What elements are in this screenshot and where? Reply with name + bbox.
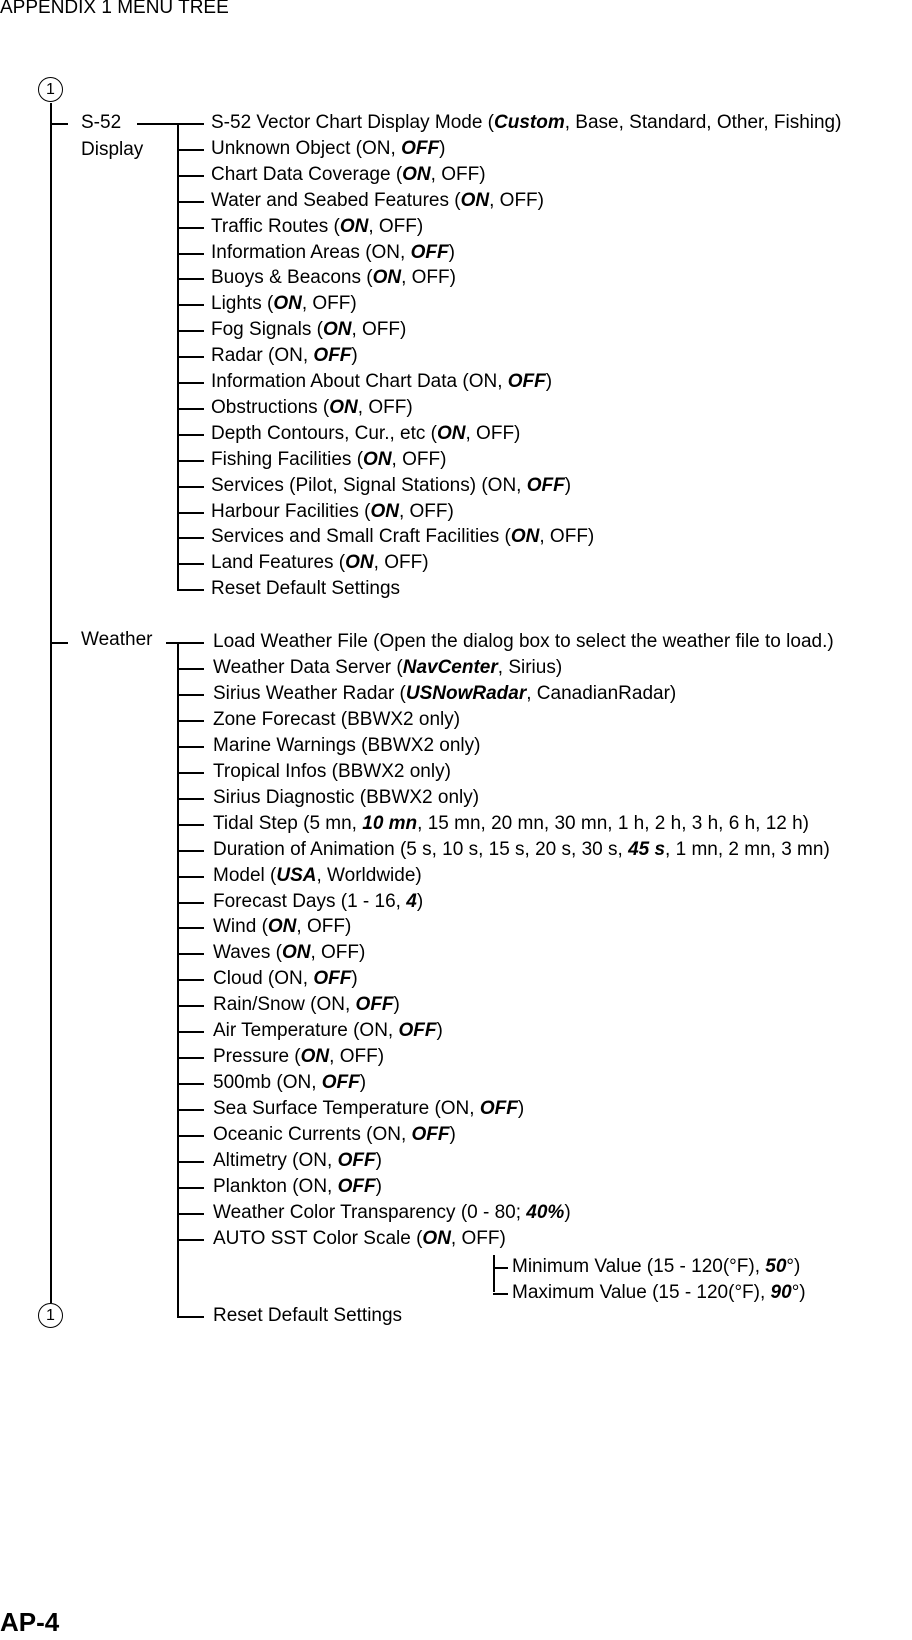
weather-menu-item: Sea Surface Temperature (ON, OFF) [213, 1098, 525, 1120]
weather-menu-item: Forecast Days (1 - 16, 4) [213, 890, 424, 912]
weather-menu-item-connector [177, 1083, 204, 1085]
weather-menu-item-connector [177, 1031, 204, 1033]
s52-menu-item-connector [177, 175, 204, 177]
weather-menu-item: Wind (ON, OFF) [213, 916, 352, 938]
weather-menu-item: Zone Forecast (BBWX2 only) [213, 708, 461, 730]
s52-menu-item: Information Areas (ON, OFF) [211, 241, 455, 263]
weather-reset-item: Reset Default Settings [213, 1305, 403, 1326]
weather-menu-item-connector [177, 979, 204, 981]
s52-menu-item: Information About Chart Data (ON, OFF) [211, 371, 553, 392]
s52-display-label [81, 109, 143, 163]
s52-menu-item: Water and Seabed Features (ON, OFF) [211, 189, 544, 211]
weather-menu-item-connector [177, 953, 204, 955]
weather-menu-item: Plankton (ON, OFF) [213, 1175, 382, 1197]
s52-menu-item: Services and Small Craft Facilities (ON, OFF) [211, 526, 595, 548]
s52-menu-item-connector [177, 589, 204, 591]
s52-menu-item-connector [177, 408, 204, 410]
continuation-marker-bottom: 1 [38, 1303, 63, 1328]
weather-menu-item-connector [177, 772, 204, 774]
s52-menu-item-connector [177, 330, 204, 332]
weather-menu-item: Weather Data Server (NavCenter, Sirius) [213, 656, 563, 678]
weather-menu-item-connector [177, 902, 204, 904]
weather-menu-item: Air Temperature (ON, OFF) [213, 1020, 443, 1042]
weather-menu-item-connector [177, 720, 204, 722]
s52-menu-item: Land Features (ON, OFF) [211, 552, 429, 574]
weather-menu-item-connector [177, 668, 204, 670]
weather-menu-item: Waves (ON, OFF) [213, 942, 366, 964]
s52-menu-item-connector [177, 434, 204, 436]
weather-menu-item: Load Weather File (Open the dialog box to select the weather file to load.) [213, 631, 834, 652]
weather-menu-item-connector [177, 642, 204, 644]
page-header: APPENDIX 1 MENU TREE [0, 0, 229, 18]
weather-reset-item-connector [177, 1316, 204, 1318]
s52-menu-item: Reset Default Settings [211, 578, 401, 600]
weather-menu-item-connector [177, 1057, 204, 1059]
s52-menu-item-connector [177, 382, 204, 384]
weather-menu-item: Duration of Animation (5 s, 10 s, 15 s, 20 s, 30 s, 45 s, 1 mn, 2 mn, 3 mn) [213, 838, 830, 860]
s52-menu-item-connector [177, 460, 204, 462]
page-number: AP-4 [0, 1607, 60, 1637]
s52-menu-item-connector [177, 304, 204, 306]
weather-menu-item-connector [177, 1187, 204, 1189]
weather-menu-item-connector [177, 1109, 204, 1111]
weather-menu-item-connector [177, 1239, 204, 1241]
s52-menu-item: Fishing Facilities (ON, OFF) [211, 448, 447, 470]
sst-sub-item: Maximum Value (15 - 120(°F), 90°) [512, 1282, 806, 1303]
s52-menu-item: Fog Signals (ON, OFF) [211, 319, 407, 341]
s52-menu-item-connector [177, 227, 204, 229]
weather-menu-item: Model (USA, Worldwide) [213, 864, 422, 886]
weather-menu-item-connector [177, 824, 204, 826]
s52-menu-item-connector [177, 201, 204, 203]
weather-menu-item: Oceanic Currents (ON, OFF) [213, 1124, 456, 1146]
s52-menu-item-connector [177, 537, 204, 539]
s52-menu-item: Depth Contours, Cur., etc (ON, OFF) [211, 422, 521, 444]
s52-menu-item: Lights (ON, OFF) [211, 293, 357, 315]
main-trunk-line [50, 103, 52, 1303]
sst-subtree-line [493, 1255, 495, 1292]
s52-menu-item-connector [177, 512, 204, 514]
s52-menu-item-connector [177, 486, 204, 488]
weather-menu-item: Sirius Diagnostic (BBWX2 only) [213, 786, 480, 808]
s52-menu-item: Services (Pilot, Signal Stations) (ON, OFF) [211, 474, 572, 496]
s52-menu-item-connector [177, 356, 204, 358]
weather-menu-item-connector [177, 1161, 204, 1163]
s52-menu-item: Chart Data Coverage (ON, OFF) [211, 163, 486, 185]
continuation-marker-top: 1 [38, 77, 63, 102]
sst-sub-item-connector [493, 1267, 508, 1269]
s52-label-line2: Display [81, 139, 144, 160]
weather-menu-item: 500mb (ON, OFF) [213, 1072, 367, 1094]
weather-branch-line [50, 642, 68, 644]
s52-menu-item-connector [177, 149, 204, 151]
weather-menu-item: Marine Warnings (BBWX2 only) [213, 734, 481, 756]
weather-menu-item: Altimetry (ON, OFF) [213, 1150, 382, 1171]
s52-menu-item: Traffic Routes (ON, OFF) [211, 215, 424, 237]
weather-label: Weather [81, 629, 153, 650]
weather-menu-item: AUTO SST Color Scale (ON, OFF) [213, 1227, 506, 1249]
weather-menu-item-connector [177, 1213, 204, 1215]
weather-menu-item-connector [177, 798, 204, 800]
s52-menu-item: Obstructions (ON, OFF) [211, 396, 413, 418]
weather-menu-item: Tidal Step (5 mn, 10 mn, 15 mn, 20 mn, 30 mn, 1 h, 2 h, 3 h, 6 h, 12 h) [213, 812, 810, 834]
weather-menu-item: Pressure (ON, OFF) [213, 1046, 385, 1068]
s52-menu-item: Harbour Facilities (ON, OFF) [211, 500, 454, 522]
weather-menu-item: Rain/Snow (ON, OFF) [213, 994, 400, 1016]
weather-menu-item-connector [177, 694, 204, 696]
weather-menu-item-connector [177, 927, 204, 929]
s52-menu-item: S-52 Vector Chart Display Mode (Custom, Base, Standard, Other, Fishing) [211, 112, 842, 133]
weather-menu-item-connector [177, 850, 204, 852]
s52-menu-item-connector [177, 278, 204, 280]
weather-menu-item-connector [177, 746, 204, 748]
weather-menu-item-connector [177, 1135, 204, 1137]
s52-menu-item-connector [177, 253, 204, 255]
sst-sub-item: Minimum Value (15 - 120(°F), 50°) [512, 1256, 801, 1277]
weather-menu-item: Tropical Infos (BBWX2 only) [213, 760, 451, 782]
sst-sub-item-connector [493, 1293, 508, 1295]
s52-menu-item: Radar (ON, OFF) [211, 345, 358, 367]
s52-menu-item-connector [177, 123, 204, 125]
weather-menu-item: Weather Color Transparency (0 - 80; 40%) [213, 1201, 571, 1223]
s52-connector-line [137, 123, 179, 125]
weather-menu-item: Cloud (ON, OFF) [213, 968, 358, 990]
s52-label-line1: S-52 [81, 112, 122, 133]
weather-menu-item: Sirius Weather Radar (USNowRadar, CanadianRadar) [213, 682, 677, 704]
s52-menu-item: Buoys & Beacons (ON, OFF) [211, 267, 456, 289]
weather-menu-item-connector [177, 1005, 204, 1007]
s52-menu-item: Unknown Object (ON, OFF) [211, 137, 446, 159]
s52-branch-line [50, 123, 68, 125]
weather-menu-item-connector [177, 876, 204, 878]
s52-menu-item-connector [177, 563, 204, 565]
